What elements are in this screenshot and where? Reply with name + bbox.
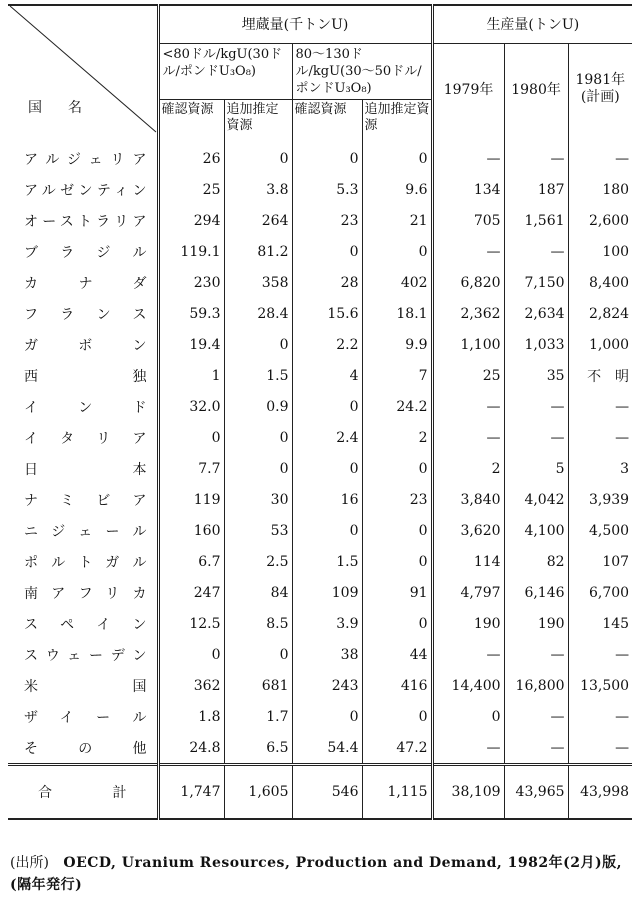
value-cell: 546 xyxy=(292,765,362,820)
value-cell: 190 xyxy=(432,608,504,639)
table-row xyxy=(8,360,632,391)
value-cell: 7.7 xyxy=(158,453,224,484)
value-cell: 18.1 xyxy=(362,298,432,329)
value-cell: 13,500 xyxy=(580,677,630,694)
value-cell: 1,115 xyxy=(362,765,432,820)
value-cell: — xyxy=(615,150,630,167)
value-cell: 24.8 xyxy=(158,732,224,765)
country-name: ガボン xyxy=(8,329,158,360)
value-cell: 2 xyxy=(362,422,432,453)
value-cell: 1.5 xyxy=(224,360,292,391)
value-cell: 2,600 xyxy=(588,212,630,229)
value-cell: 243 xyxy=(292,670,362,701)
value-cell: 1.7 xyxy=(224,701,292,732)
value-cell: 9.6 xyxy=(362,174,432,205)
value-cell: 7,150 xyxy=(504,267,568,298)
header-diagonal-line xyxy=(8,4,632,134)
value-cell: 4,797 xyxy=(432,577,504,608)
country-header: 国 名 xyxy=(28,100,88,116)
value-cell: 264 xyxy=(224,205,292,236)
value-cell: 187 xyxy=(504,174,568,205)
country-name: オーストラリア xyxy=(8,205,158,236)
value-cell: 38,109 xyxy=(432,765,504,820)
value-cell: 1.5 xyxy=(292,546,362,577)
value-cell: 0 xyxy=(292,453,362,484)
value-cell: — xyxy=(504,135,568,174)
source-label: (出所) xyxy=(10,855,49,871)
country-name: 西独 xyxy=(8,360,158,391)
value-cell: 402 xyxy=(362,267,432,298)
value-cell: 1,747 xyxy=(158,765,224,820)
value-cell: 12.5 xyxy=(158,608,224,639)
value-cell: 4,500 xyxy=(588,522,630,539)
value-cell: — xyxy=(504,422,568,453)
estimated-header-2: 追加推定資源 xyxy=(364,101,430,133)
value-cell: 14,400 xyxy=(432,670,504,701)
value-cell: 145 xyxy=(602,615,630,632)
value-cell: — xyxy=(432,422,504,453)
value-cell: 0 xyxy=(362,515,432,546)
value-cell: 100 xyxy=(602,243,630,260)
value-cell: 0 xyxy=(292,135,362,174)
total-label: 合 計 xyxy=(8,765,158,820)
value-cell: 0 xyxy=(292,391,362,422)
table-row xyxy=(8,732,632,765)
year-1979-header: 1979年 xyxy=(443,82,494,99)
value-cell: — xyxy=(432,391,504,422)
value-cell: 7 xyxy=(362,360,432,391)
country-name: アルゼンティン xyxy=(8,174,158,205)
value-cell: 43,965 xyxy=(504,765,568,820)
table-row xyxy=(8,515,632,546)
value-cell: 0 xyxy=(362,608,432,639)
country-name: 南アフリカ xyxy=(8,577,158,608)
value-cell: 35 xyxy=(504,360,568,391)
country-name: 日本 xyxy=(8,453,158,484)
value-cell: — xyxy=(615,429,630,446)
value-cell: 0 xyxy=(224,639,292,670)
value-cell: — xyxy=(615,708,630,725)
total-row xyxy=(8,765,632,820)
value-cell: — xyxy=(504,236,568,267)
value-cell: 91 xyxy=(362,577,432,608)
value-cell: 1.8 xyxy=(158,701,224,732)
value-cell: 81.2 xyxy=(224,236,292,267)
country-name: ポルトガル xyxy=(8,546,158,577)
table-row xyxy=(8,453,632,484)
country-name: カナダ xyxy=(8,267,158,298)
value-cell: 0 xyxy=(362,546,432,577)
value-cell: 6,820 xyxy=(432,267,504,298)
value-cell: 3.8 xyxy=(224,174,292,205)
value-cell: 134 xyxy=(432,174,504,205)
value-cell: 0 xyxy=(362,236,432,267)
table-row xyxy=(8,484,632,515)
value-cell: 3,840 xyxy=(432,484,504,515)
country-name: アルジェリア xyxy=(8,135,158,174)
value-cell: 8.5 xyxy=(224,608,292,639)
value-cell: — xyxy=(504,391,568,422)
value-cell: 15.6 xyxy=(292,298,362,329)
value-cell: 681 xyxy=(224,670,292,701)
value-cell: 0 xyxy=(292,701,362,732)
value-cell: 23 xyxy=(292,205,362,236)
value-cell: 2.2 xyxy=(292,329,362,360)
value-cell: 54.4 xyxy=(292,732,362,765)
value-cell: 不 明 xyxy=(587,368,630,385)
table-row xyxy=(8,298,632,329)
value-cell: 59.3 xyxy=(158,298,224,329)
value-cell: — xyxy=(432,639,504,670)
value-cell: 107 xyxy=(602,553,630,570)
country-name: スペイン xyxy=(8,608,158,639)
cost-band-low: <80ドル/kgU(30ドル/ポンドU₃O₈) xyxy=(162,46,283,79)
value-cell: 28.4 xyxy=(224,298,292,329)
value-cell: 28 xyxy=(292,267,362,298)
value-cell: 0 xyxy=(292,515,362,546)
value-cell: 0 xyxy=(362,701,432,732)
value-cell: 8,400 xyxy=(588,274,630,291)
value-cell: 2,362 xyxy=(432,298,504,329)
value-cell: — xyxy=(615,398,630,415)
value-cell: 43,998 xyxy=(580,784,630,800)
value-cell: 30 xyxy=(224,484,292,515)
value-cell: 3,620 xyxy=(432,515,504,546)
value-cell: 16 xyxy=(292,484,362,515)
value-cell: 1,561 xyxy=(504,205,568,236)
value-cell: 109 xyxy=(292,577,362,608)
value-cell: 6.7 xyxy=(158,546,224,577)
estimated-header-1: 追加推定資源 xyxy=(226,101,279,133)
value-cell: 4,042 xyxy=(504,484,568,515)
value-cell: 0 xyxy=(292,236,362,267)
value-cell: 44 xyxy=(362,639,432,670)
value-cell: 38 xyxy=(292,639,362,670)
value-cell: 84 xyxy=(224,577,292,608)
value-cell: 53 xyxy=(224,515,292,546)
table-row xyxy=(8,546,632,577)
reserves-header: 埋蔵量(千トンU) xyxy=(241,17,349,34)
value-cell: 0 xyxy=(362,135,432,174)
value-cell: 114 xyxy=(432,546,504,577)
value-cell: 6,700 xyxy=(588,584,630,601)
table-row xyxy=(8,670,632,701)
value-cell: 23 xyxy=(362,484,432,515)
value-cell: 0 xyxy=(158,422,224,453)
country-name: ザイール xyxy=(8,701,158,732)
value-cell: 4 xyxy=(292,360,362,391)
value-cell: — xyxy=(504,639,568,670)
value-cell: 3,939 xyxy=(588,491,630,508)
value-cell: 2,634 xyxy=(504,298,568,329)
value-cell: 6,146 xyxy=(504,577,568,608)
value-cell: 3.9 xyxy=(292,608,362,639)
value-cell: 1,100 xyxy=(432,329,504,360)
table-row xyxy=(8,205,632,236)
value-cell: 160 xyxy=(158,515,224,546)
value-cell: 1,033 xyxy=(504,329,568,360)
value-cell: 21 xyxy=(362,205,432,236)
value-cell: 0 xyxy=(224,135,292,174)
country-name: フランス xyxy=(8,298,158,329)
value-cell: 32.0 xyxy=(158,391,224,422)
value-cell: 5 xyxy=(504,453,568,484)
value-cell: 0 xyxy=(224,453,292,484)
value-cell: 0 xyxy=(224,422,292,453)
value-cell: — xyxy=(504,732,568,765)
country-name: ブラジル xyxy=(8,236,158,267)
confirmed-header-1: 確認資源 xyxy=(161,101,214,117)
value-cell: 3 xyxy=(620,460,630,477)
value-cell: 358 xyxy=(224,267,292,298)
country-name: インド xyxy=(8,391,158,422)
value-cell: — xyxy=(432,732,504,765)
value-cell: 416 xyxy=(362,670,432,701)
value-cell: 24.2 xyxy=(362,391,432,422)
country-name: 米国 xyxy=(8,670,158,701)
value-cell: 1,000 xyxy=(588,336,630,353)
production-header: 生産量(トンU) xyxy=(486,17,580,34)
value-cell: 119 xyxy=(158,484,224,515)
year-1981-header: 1981年(計画) xyxy=(575,72,626,106)
value-cell: 2.5 xyxy=(224,546,292,577)
country-name: その他 xyxy=(8,732,158,765)
value-cell: 1 xyxy=(158,360,224,391)
value-cell: 705 xyxy=(432,205,504,236)
value-cell: 247 xyxy=(158,577,224,608)
value-cell: 294 xyxy=(158,205,224,236)
confirmed-header-2: 確認資源 xyxy=(294,101,347,117)
value-cell: 190 xyxy=(504,608,568,639)
country-name: スウェーデン xyxy=(8,639,158,670)
value-cell: 5.3 xyxy=(292,174,362,205)
value-cell: — xyxy=(432,135,504,174)
table-row xyxy=(8,135,632,174)
country-name: ナミビア xyxy=(8,484,158,515)
value-cell: 19.4 xyxy=(158,329,224,360)
value-cell: — xyxy=(615,646,630,663)
country-name: イタリア xyxy=(8,422,158,453)
value-cell: 47.2 xyxy=(362,732,432,765)
value-cell: 82 xyxy=(504,546,568,577)
table-row xyxy=(8,639,632,670)
table-row xyxy=(8,236,632,267)
table-body xyxy=(8,135,632,819)
value-cell: 0.9 xyxy=(224,391,292,422)
value-cell: 2 xyxy=(432,453,504,484)
uranium-table-container xyxy=(8,4,632,820)
value-cell: 119.1 xyxy=(158,236,224,267)
value-cell: — xyxy=(504,701,568,732)
value-cell: 2,824 xyxy=(588,305,630,322)
table-row xyxy=(8,701,632,732)
value-cell: 9.9 xyxy=(362,329,432,360)
value-cell: 0 xyxy=(158,639,224,670)
value-cell: 25 xyxy=(158,174,224,205)
value-cell: 230 xyxy=(158,267,224,298)
value-cell: 26 xyxy=(158,135,224,174)
value-cell: 0 xyxy=(224,329,292,360)
cost-band-high: 80～130ドル/kgU(30～50ドル/ポンドU₃O₈) xyxy=(295,46,422,96)
value-cell: 6.5 xyxy=(224,732,292,765)
value-cell: — xyxy=(432,236,504,267)
table-row xyxy=(8,329,632,360)
source-note xyxy=(10,852,630,896)
value-cell: 362 xyxy=(158,670,224,701)
value-cell: 1,605 xyxy=(224,765,292,820)
table-row xyxy=(8,174,632,205)
value-cell: 25 xyxy=(432,360,504,391)
value-cell: 2.4 xyxy=(292,422,362,453)
value-cell: 4,100 xyxy=(504,515,568,546)
table-row xyxy=(8,391,632,422)
table-row xyxy=(8,608,632,639)
table-row xyxy=(8,577,632,608)
country-name: ニジェール xyxy=(8,515,158,546)
year-1980-header: 1980年 xyxy=(511,82,561,99)
value-cell: 180 xyxy=(602,181,630,198)
table-row xyxy=(8,422,632,453)
value-cell: — xyxy=(615,739,630,756)
value-cell: 16,800 xyxy=(504,670,568,701)
value-cell: 0 xyxy=(432,701,504,732)
value-cell: 0 xyxy=(362,453,432,484)
source-text: OECD, Uranium Resources, Production and Demand, 1982年(2月)版,(隔年発行) xyxy=(10,855,622,893)
table-row xyxy=(8,267,632,298)
